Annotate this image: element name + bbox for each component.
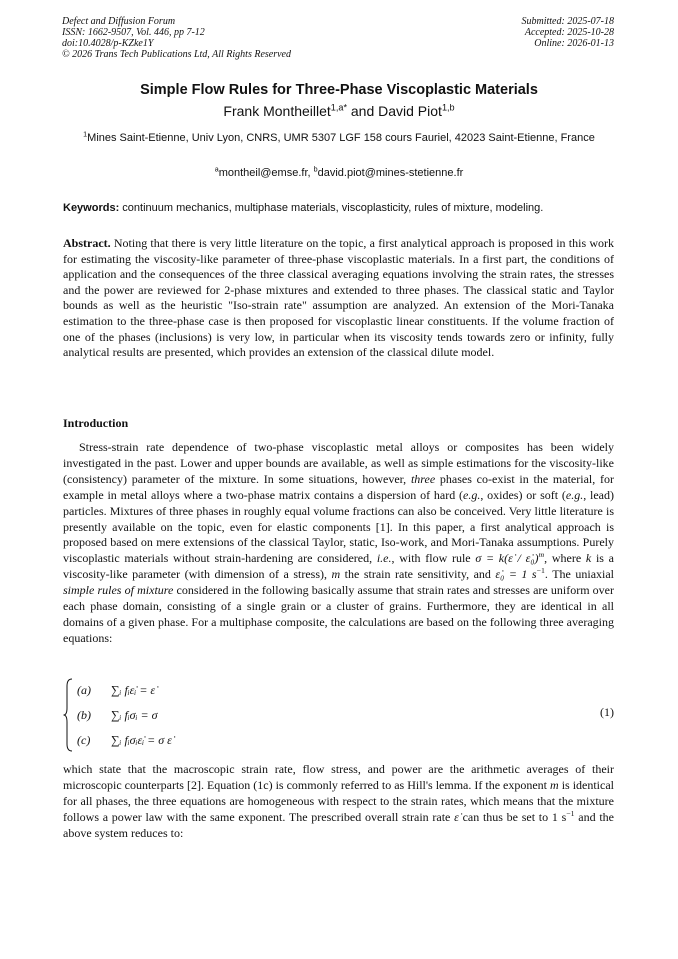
text-run: Stress-strain rate dependence of two-phase viscoplastic metal alloys or composites has been widely investigated in the past. Lower and upper bounds are available, as well as simple estimations for the viscosity-like (consistency) parameter of the mixture. In some situations, however,: [63, 440, 614, 486]
author-affil-sup: 1,b: [441, 102, 455, 113]
flow-rule-exponent: m: [538, 550, 545, 560]
equation-label: (c): [77, 733, 91, 747]
text-run: which state that the macroscopic strain rate, flow stress, and power are the arithmetic averages of their microscopic counterparts [2]. Equation (1c) is commonly referred to as Hill's lemma. If the exponent: [63, 762, 614, 792]
affil-sup: 1: [83, 130, 88, 139]
author-conjunction: and: [346, 103, 379, 119]
text-run: e.g.: [565, 487, 584, 502]
rate-exponent: −1: [536, 566, 545, 576]
journal-header-left: [62, 16, 291, 60]
left-brace-icon: [63, 678, 73, 752]
text-run: and the above system reduces to:: [63, 809, 615, 840]
text-run: three: [410, 471, 436, 486]
affiliation: [62, 131, 616, 146]
keywords-text: continuum mechanics, multiphase materials, viscoplasticity, rules of mixture, modeling.: [119, 202, 544, 214]
text-run: the strain rate sensitivity, and: [340, 567, 496, 582]
equation-label: (b): [77, 708, 91, 722]
paragraph: [63, 762, 614, 842]
equation-number: (1): [600, 705, 614, 719]
text-run: , with flow rule: [391, 551, 476, 566]
email-sup: a: [214, 165, 219, 174]
abstract-text: Noting that there is very little literature on the topic, a first analytical approach is proposed in this work for estimating the viscosity-like parameter of three-phase viscoplastic materials. In a first part, the conditions of application and the consequences of the three classical averaging equations involving the strain rates, the stresses and the power are reviewed for 2-phase mixtures and extended to three phases. The classical static and Taylor bounds as well as the heuristic "Iso-strain rate" assumption are analyzed. An extension of the Mori-Tanaka estimation to the three-phase case is then proposed for viscoplastic linear constituents. If the volume fraction of one of the phases (inclusions) is very low, in particular when its viscosity tends towards zero or infinity, fully analytical results are presented, which provides an extension of the classical dilute model.: [63, 236, 614, 360]
equation-expression: ∑ᵢ fᵢσᵢ = σ: [111, 708, 158, 722]
equation-system-1: [63, 678, 614, 752]
equation-label: (a): [77, 683, 91, 697]
text-run: can thus be set to: [458, 809, 552, 824]
email-a[interactable]: montheil@emse.fr,: [218, 167, 314, 179]
text-run: e.g.: [463, 487, 481, 502]
issn: ISSN: 1662-9507, Vol. 446, pp 7-12: [62, 27, 205, 38]
reference-rate-equation: ε̇₀ = 1 s: [495, 567, 537, 582]
post-equation-text: [63, 762, 614, 842]
text-run: is identical for all phases, the three equations are homogeneous with respect to the strain rates, which means that the mixture follows a power law with the same exponent. The prescribed overall strain rate: [63, 777, 615, 824]
text-run: phases co-exist in the material, for example in metal alloys where a two-phase matrix contains a dispersion of hard (: [63, 471, 614, 502]
equation-expression: ∑ᵢ fᵢσᵢε̇ᵢ = σ ε̇: [111, 733, 172, 747]
paragraph: [63, 440, 614, 647]
equation-row: [77, 680, 155, 700]
text-run: is a viscosity-like parameter (with dimension of a stress),: [63, 551, 614, 582]
text-run: i.e.: [376, 551, 392, 566]
equation-row: [77, 705, 158, 725]
strain-rate-symbol: ε̇: [454, 809, 459, 824]
equation-expression: ∑ᵢ fᵢε̇ᵢ = ε̇: [111, 683, 156, 697]
text-run: considered in the following basically assume that strain rates and stresses are uniform over each phase domain, consisting of a single grain or a cluster of grains. Furthermore, they are identical in all domains of a given phase. For a multiphase composite, the calculations are based on the following three averaging equations:: [63, 583, 615, 645]
text-run: . The uniaxial: [544, 567, 615, 582]
email-line: [0, 167, 678, 179]
paper-title: Simple Flow Rules for Three-Phase Viscoplastic Materials: [140, 82, 538, 98]
email-sup: b: [313, 165, 318, 174]
rate-value: 1 s: [551, 809, 567, 824]
text-run: simple rules of mixture: [63, 583, 174, 598]
text-run: m: [550, 777, 559, 792]
email-b[interactable]: david.piot@mines-stetienne.fr: [317, 167, 464, 179]
text-run: , lead) particles. Mixtures of three phases in roughly equal volume fractions can also be conceived. Very little literature is presently available on the topic, even for elastic components [1]. In this paper, a first analytical approach is proposed based on mere extensions of the classical Taylor, static, Iso-work, and Mori-Tanaka assumptions. Purely viscoplastic materials without strain-hardening are considered,: [63, 487, 615, 566]
abstract-label: Abstract.: [63, 236, 111, 250]
author-list: [0, 103, 678, 119]
online-date: Online: 2026-01-13: [534, 38, 614, 49]
abstract: [63, 236, 614, 361]
text-run: k: [585, 551, 592, 566]
author-name: David Piot: [378, 103, 442, 119]
introduction-body: [63, 440, 614, 647]
journal-header-right: [522, 16, 615, 49]
rate-exponent: −1: [566, 808, 575, 818]
author-name: Frank Montheillet: [223, 103, 331, 119]
submitted-date: Submitted: 2025-07-18: [521, 16, 614, 27]
accepted-date: Accepted: 2025-10-28: [524, 27, 614, 38]
text-run: m: [331, 567, 341, 582]
keywords-label: Keywords:: [63, 202, 120, 214]
keywords: [63, 202, 617, 214]
journal-name: Defect and Diffusion Forum: [62, 16, 176, 27]
section-heading-introduction: Introduction: [63, 416, 129, 430]
equation-row: [77, 730, 172, 750]
author-affil-sup: 1,a*: [330, 102, 347, 113]
affil-text: Mines Saint-Etienne, Univ Lyon, CNRS, UMR 5307 LGF 158 cours Fauriel, 42023 Saint-Etienne, France: [87, 132, 595, 144]
text-run: , oxides) or soft (: [480, 487, 566, 502]
copyright: © 2026 Trans Tech Publications Ltd, All Rights Reserved: [62, 49, 291, 60]
text-run: , where: [544, 551, 586, 566]
flow-rule-equation: σ = k(ε̇ / ε̇₀): [475, 551, 539, 566]
doi: doi:10.4028/p-KZke1Y: [62, 38, 154, 49]
